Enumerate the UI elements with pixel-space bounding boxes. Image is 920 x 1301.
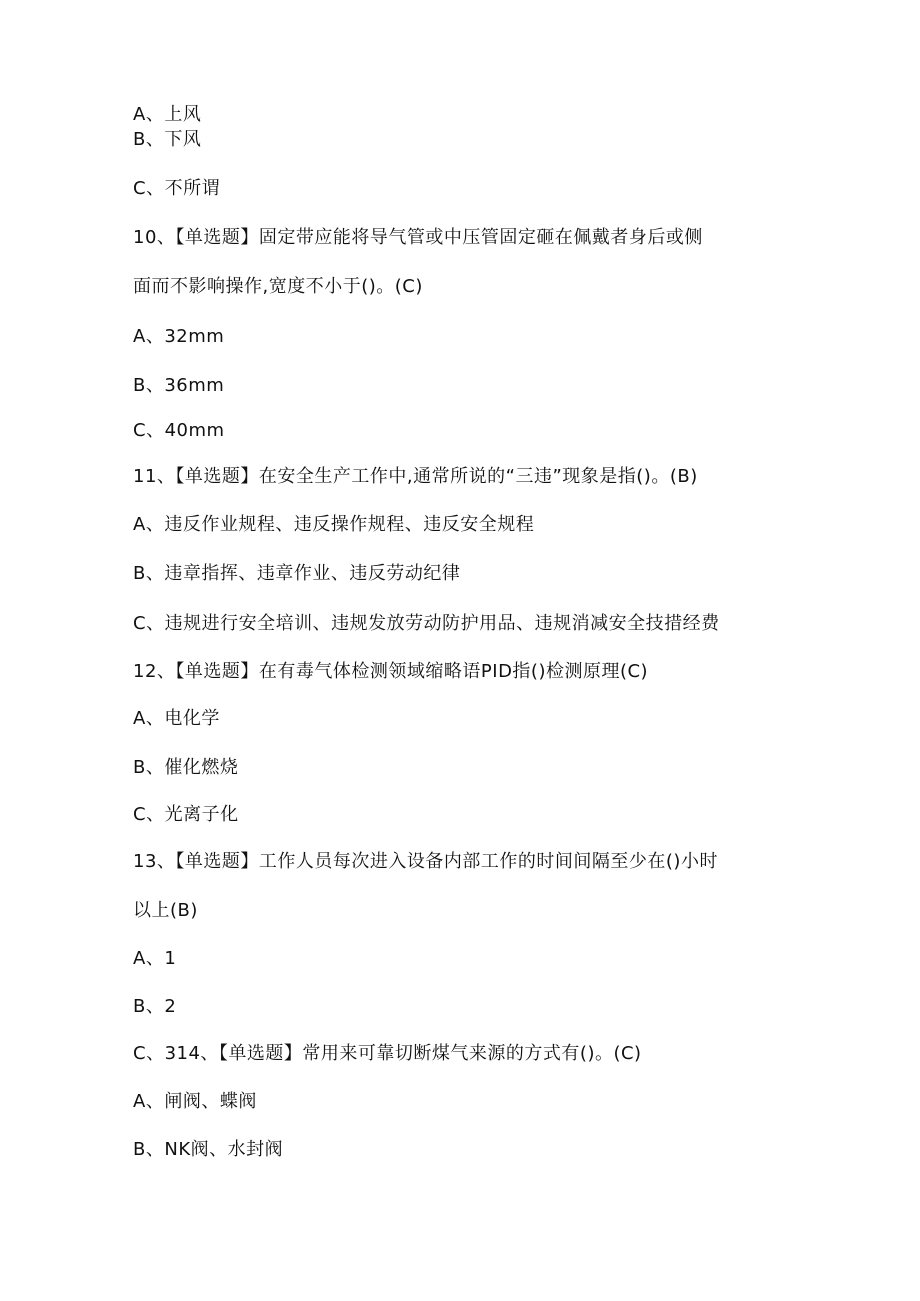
question-13-option-a: A、1 — [133, 948, 177, 969]
question-11-text: 11、【单选题】在安全生产工作中,通常所说的“三违”现象是指()。(B) — [133, 466, 698, 487]
question-14-text: C、314、【单选题】常用来可靠切断煤气来源的方式有()。(C) — [133, 1043, 642, 1064]
question-13-text-cont: 以上(B) — [133, 900, 198, 921]
question-13-text: 13、【单选题】工作人员每次进入设备内部工作的时间间隔至少在()小时 — [133, 851, 718, 872]
question-13-option-b: B、2 — [133, 996, 177, 1017]
question-10-text-cont: 面而不影响操作,宽度不小于()。(C) — [133, 276, 423, 297]
question-10-option-a: A、32mm — [133, 326, 225, 347]
question-12-option-c: C、光离子化 — [133, 804, 239, 825]
question-11-option-a: A、违反作业规程、违反操作规程、违反安全规程 — [133, 514, 535, 535]
question-14-option-b: B、NK阀、水封阀 — [133, 1139, 284, 1160]
question-12-text: 12、【单选题】在有毒气体检测领域缩略语PID指()检测原理(C) — [133, 661, 649, 682]
option-c: C、不所谓 — [133, 178, 221, 199]
question-14-option-a: A、闸阀、蝶阀 — [133, 1091, 257, 1112]
question-11-option-b: B、违章指挥、违章作业、违反劳动纪律 — [133, 563, 461, 584]
question-10-text: 10、【单选题】固定带应能将导气管或中压管固定砸在佩戴者身后或侧 — [133, 227, 703, 248]
question-12-option-a: A、电化学 — [133, 708, 220, 729]
question-10-option-c: C、40mm — [133, 420, 225, 441]
question-10-option-b: B、36mm — [133, 375, 225, 396]
option-a: A、上风 — [133, 104, 202, 125]
question-11-option-c: C、违规进行安全培训、违规发放劳动防护用品、违规消减安全技措经费 — [133, 613, 720, 634]
option-b: B、下风 — [133, 129, 202, 150]
question-12-option-b: B、催化燃烧 — [133, 757, 239, 778]
